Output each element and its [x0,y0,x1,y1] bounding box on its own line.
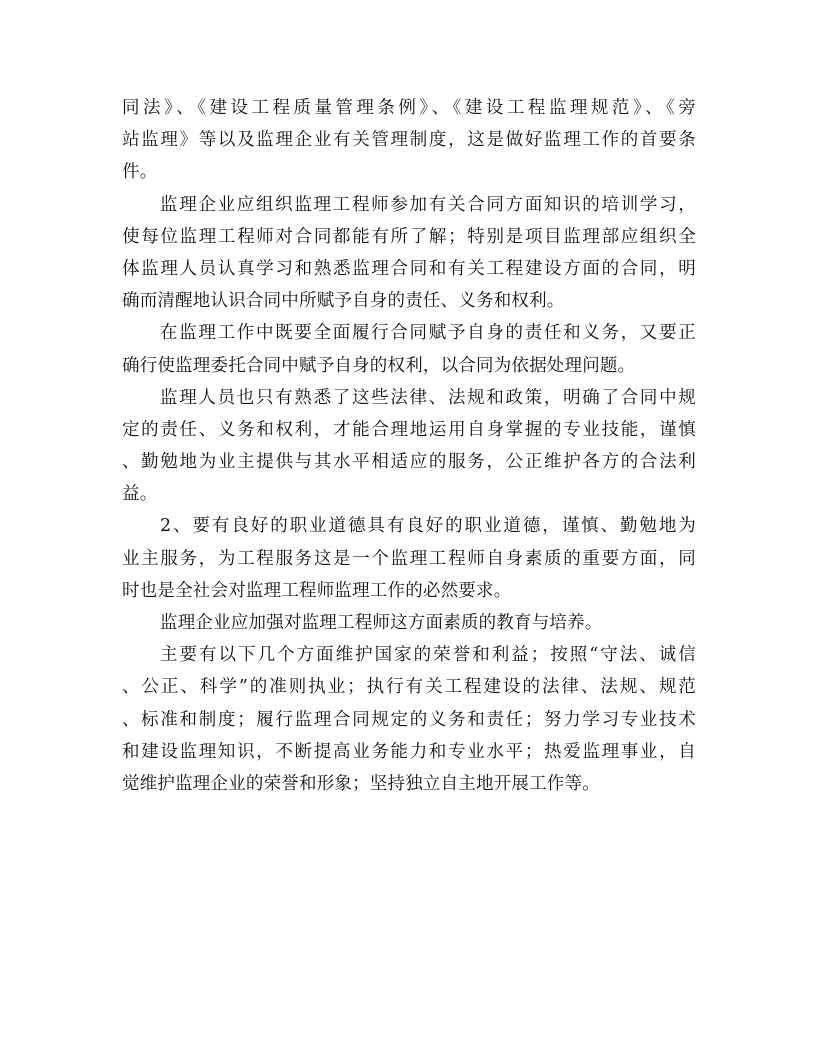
text-line: 主要有以下几个方面维护国家的荣誉和利益；按照“守法、诚信 [160,645,696,666]
text-line: 体监理人员认真学习和熟悉监理合同和有关工程建设方面的合同，明 [122,258,696,279]
text-line: 监理人员也只有熟悉了这些法律、法规和政策，明确了合同中规 [160,387,696,408]
text-line: 、标准和制度；履行监理合同规定的义务和责任；努力学习专业技术 [122,709,696,730]
text-line: 2、要有良好的职业道德具有良好的职业道德，谨慎、勤勉地为 [160,516,696,537]
text-line: 监理企业应加强对监理工程师这方面素质的教育与培养。 [160,613,603,633]
text-line: 在监理工作中既要全面履行合同赋予自身的责任和义务，又要正 [160,323,696,344]
text-line: 同法》、《建设工程质量管理条例》、《建设工程监理规范》、《旁 [122,98,696,118]
text-line: 益。 [122,484,158,505]
text-line: 觉维护监理企业的荣誉和形象；坚持独立自主地开展工作等。 [122,773,600,794]
text-line: 确行使监理委托合同中赋予自身的权利，以合同为依据处理问题。 [122,355,636,376]
text-line: 定的责任、义务和权利，才能合理地运用自身掌握的专业技能，谨慎 [122,419,696,440]
text-line: 、公正、科学”的准则执业；执行有关工程建设的法律、法规、规范 [122,677,696,698]
text-line: 和建设监理知识，不断提高业务能力和专业水平；热爱监理事业，自 [122,741,696,762]
text-line: 监理企业应组织监理工程师参加有关合同方面知识的培训学习， [160,194,696,215]
text-line: 、勤勉地为业主提供与其水平相适应的服务，公正维护各方的合法利 [122,452,696,473]
body-text [122,92,696,800]
text-line: 使每位监理工程师对合同都能有所了解；特别是项目监理部应组织全 [122,226,696,247]
text-line: 站监理》等以及监理企业有关管理制度，这是做好监理工作的首要条 [122,130,696,151]
text-line: 时也是全社会对监理工程师监理工作的必然要求。 [122,580,512,601]
text-line: 业主服务，为工程服务这是一个监理工程师自身素质的重要方面，同 [122,548,696,569]
text-line: 件。 [122,162,158,183]
text-line: 确而清醒地认识合同中所赋予自身的责任、义务和权利。 [122,291,565,312]
